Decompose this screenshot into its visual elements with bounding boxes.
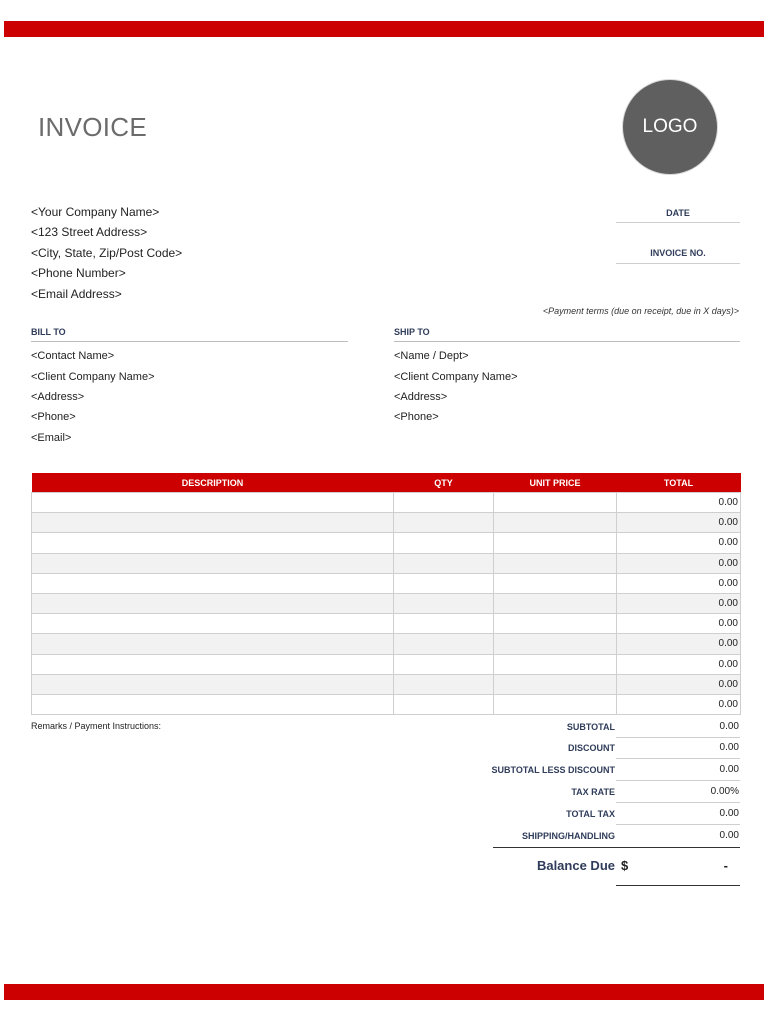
subtotal-rule	[616, 737, 740, 738]
cell-qty[interactable]	[394, 694, 494, 714]
invoice-no-field-rule	[616, 263, 740, 264]
cell-unit-price[interactable]	[494, 573, 617, 593]
cell-qty[interactable]	[394, 674, 494, 694]
company-city: <City, State, Zip/Post Code>	[31, 246, 183, 260]
subtotal-less-discount-value[interactable]: 0.00	[719, 764, 739, 775]
cell-unit-price[interactable]	[494, 493, 617, 513]
payment-terms: <Payment terms (due on receipt, due in X days)>	[542, 306, 739, 316]
ship-to-rule	[394, 341, 740, 342]
balance-due-label: Balance Due	[536, 858, 615, 873]
top-accent-bar	[4, 21, 764, 37]
cell-qty[interactable]	[394, 553, 494, 573]
invoice-no-label: INVOICE NO.	[650, 248, 706, 258]
shipping-label: SHIPPING/HANDLING	[521, 831, 615, 841]
ship-to-label: SHIP TO	[394, 327, 430, 337]
discount-label: DISCOUNT	[568, 743, 615, 753]
ship-to-phone: <Phone>	[394, 411, 439, 423]
bill-to-phone: <Phone>	[31, 411, 76, 423]
cell-qty[interactable]	[394, 593, 494, 613]
cell-qty[interactable]	[394, 533, 494, 553]
balance-due-value[interactable]: -	[723, 858, 728, 873]
subtotal-label: SUBTOTAL	[566, 722, 615, 732]
cell-total[interactable]: 0.00	[617, 654, 741, 674]
tax-rate-rule	[616, 802, 740, 803]
table-row	[32, 553, 741, 573]
tax-rate-value[interactable]: 0.00%	[710, 786, 739, 797]
cell-qty[interactable]	[394, 634, 494, 654]
balance-bottom-rule	[616, 885, 740, 886]
cell-qty[interactable]	[394, 573, 494, 593]
column-header-total: TOTAL	[617, 473, 741, 493]
bill-to-rule	[31, 341, 348, 342]
line-items-table	[31, 473, 741, 715]
table-row	[32, 573, 741, 593]
bottom-accent-bar	[4, 984, 764, 1000]
ship-to-name: <Name / Dept>	[394, 350, 469, 362]
table-row	[32, 513, 741, 533]
table-row	[32, 634, 741, 654]
cell-description[interactable]	[32, 493, 394, 513]
cell-total[interactable]: 0.00	[617, 533, 741, 553]
cell-unit-price[interactable]	[494, 674, 617, 694]
discount-rule	[616, 758, 740, 759]
column-header-qty: QTY	[394, 473, 494, 493]
subtotal-value[interactable]: 0.00	[719, 721, 739, 732]
subtotal-less-discount-label: SUBTOTAL LESS DISCOUNT	[491, 765, 615, 775]
bill-to-address: <Address>	[31, 391, 85, 403]
cell-unit-price[interactable]	[494, 533, 617, 553]
total-tax-value[interactable]: 0.00	[719, 808, 739, 819]
cell-total[interactable]: 0.00	[617, 513, 741, 533]
total-tax-label: TOTAL TAX	[566, 809, 615, 819]
column-header-description: DESCRIPTION	[32, 473, 394, 493]
balance-top-rule	[493, 847, 740, 848]
cell-qty[interactable]	[394, 493, 494, 513]
company-email: <Email Address>	[31, 287, 122, 301]
cell-total[interactable]: 0.00	[617, 553, 741, 573]
cell-total[interactable]: 0.00	[617, 614, 741, 634]
company-street: <123 Street Address>	[31, 225, 148, 239]
cell-total[interactable]: 0.00	[617, 674, 741, 694]
cell-qty[interactable]	[394, 654, 494, 674]
cell-description[interactable]	[32, 614, 394, 634]
remarks-label: Remarks / Payment Instructions:	[31, 721, 162, 731]
cell-total[interactable]: 0.00	[617, 573, 741, 593]
invoice-title: INVOICE	[38, 112, 148, 142]
cell-description[interactable]	[32, 674, 394, 694]
shipping-value[interactable]: 0.00	[719, 830, 739, 841]
cell-description[interactable]	[32, 593, 394, 613]
cell-unit-price[interactable]	[494, 634, 617, 654]
cell-unit-price[interactable]	[494, 654, 617, 674]
cell-unit-price[interactable]	[494, 553, 617, 573]
table-header-row	[32, 473, 741, 493]
cell-description[interactable]	[32, 634, 394, 654]
company-name: <Your Company Name>	[31, 205, 160, 219]
table-row	[32, 493, 741, 513]
company-phone: <Phone Number>	[31, 266, 126, 280]
cell-description[interactable]	[32, 533, 394, 553]
cell-unit-price[interactable]	[494, 614, 617, 634]
cell-description[interactable]	[32, 654, 394, 674]
ship-to-company: <Client Company Name>	[394, 371, 518, 383]
ship-to-address: <Address>	[394, 391, 448, 403]
cell-unit-price[interactable]	[494, 694, 617, 714]
subtotal-less-discount-rule	[616, 780, 740, 781]
cell-total[interactable]: 0.00	[617, 634, 741, 654]
logo-placeholder: LOGO	[623, 80, 717, 174]
date-field-rule	[616, 222, 740, 223]
cell-description[interactable]	[32, 553, 394, 573]
table-row	[32, 654, 741, 674]
column-header-unit-price: UNIT PRICE	[494, 473, 617, 493]
cell-description[interactable]	[32, 513, 394, 533]
cell-total[interactable]: 0.00	[617, 694, 741, 714]
cell-qty[interactable]	[394, 614, 494, 634]
balance-currency-symbol: $	[621, 858, 629, 873]
tax-rate-label: TAX RATE	[571, 787, 615, 797]
cell-total[interactable]: 0.00	[617, 593, 741, 613]
cell-unit-price[interactable]	[494, 593, 617, 613]
table-row	[32, 533, 741, 553]
date-label: DATE	[666, 208, 690, 218]
table-row	[32, 593, 741, 613]
cell-qty[interactable]	[394, 513, 494, 533]
cell-description[interactable]	[32, 573, 394, 593]
cell-unit-price[interactable]	[494, 513, 617, 533]
table-row	[32, 674, 741, 694]
discount-value[interactable]: 0.00	[719, 742, 739, 753]
bill-to-label: BILL TO	[31, 327, 66, 337]
bill-to-company: <Client Company Name>	[31, 371, 155, 383]
cell-total[interactable]: 0.00	[617, 493, 741, 513]
cell-description[interactable]	[32, 694, 394, 714]
line-items-body	[32, 493, 741, 715]
bill-to-contact: <Contact Name>	[31, 350, 115, 362]
table-row	[32, 614, 741, 634]
total-tax-rule	[616, 824, 740, 825]
table-row	[32, 694, 741, 714]
bill-to-email: <Email>	[31, 432, 72, 444]
